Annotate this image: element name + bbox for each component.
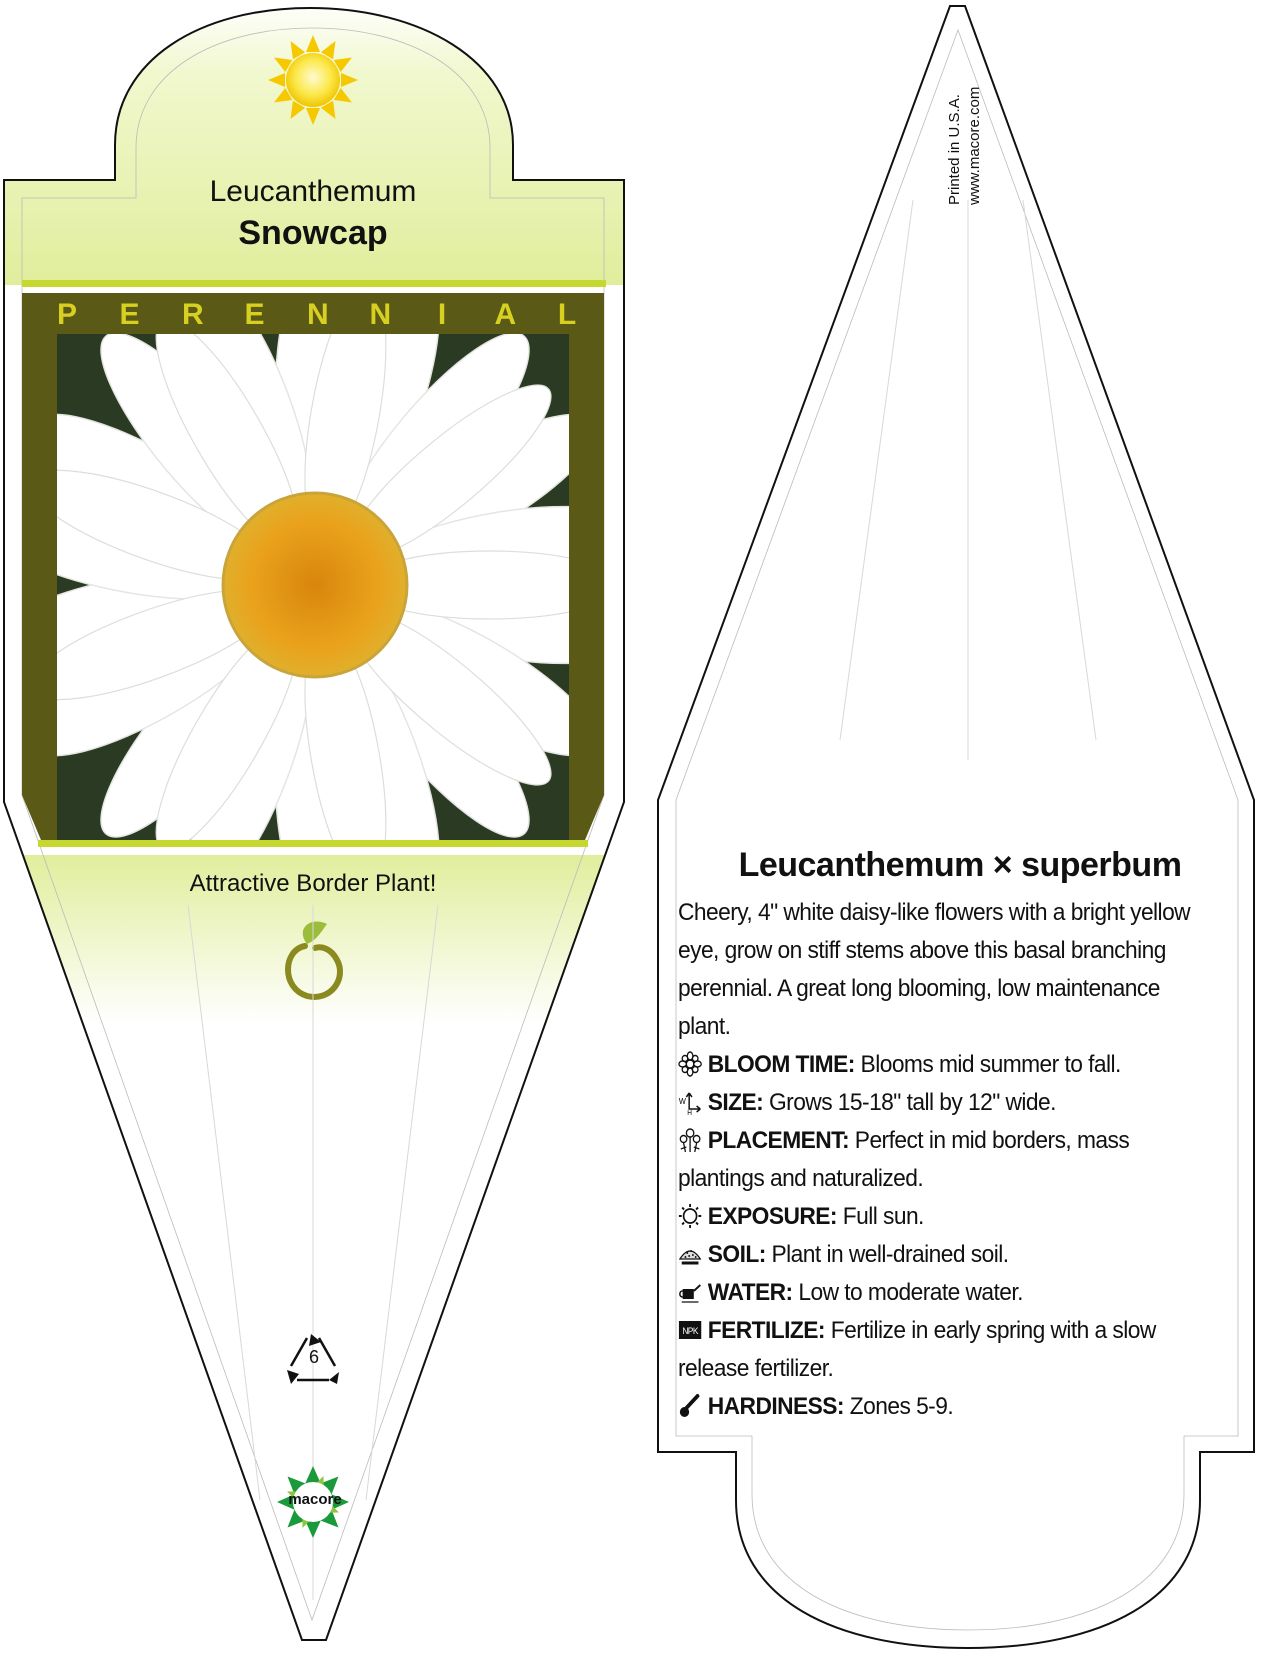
attribute-water: WATER: Low to moderate water.: [678, 1274, 1208, 1312]
plant-category: [57, 298, 577, 332]
tagline: Attractive Border Plant!: [189, 870, 437, 897]
attribute-hardiness: HARDINESS: Zones 5-9.: [678, 1388, 1208, 1426]
attribute-soil: SOIL: Plant in well-drained soil.: [678, 1236, 1208, 1274]
attribute-exposure: EXPOSURE: Full sun.: [678, 1198, 1208, 1236]
attribute-bloom-time: BLOOM TIME: Blooms mid summer to fall.: [678, 1046, 1208, 1084]
attribute-placement: PLACEMENT: Perfect in mid borders, mass plantings and naturalized.: [678, 1127, 1130, 1192]
sun-icon: [678, 1203, 702, 1229]
category-letter: P: [57, 298, 78, 331]
watering-can-icon: [678, 1279, 702, 1305]
cultivar-title: Snowcap: [238, 214, 388, 252]
npk-icon: [678, 1317, 702, 1343]
placement-icon: [678, 1127, 702, 1153]
botanical-name: Leucanthemum × superbum: [738, 846, 1182, 884]
svg-text:H: H: [687, 1109, 692, 1115]
description-text: Cheery, 4" white daisy-like flowers with a bright yellow eye, grow on stiff stems above this basal branching perennial. A great long blooming, low maintenance plant.: [678, 899, 1191, 1040]
category-letter: E: [244, 298, 265, 331]
website: www.macore.com: [966, 86, 983, 205]
flower-icon: [678, 1051, 702, 1077]
category-letter: L: [557, 298, 577, 331]
category-letter: R: [182, 298, 204, 331]
attribute-fertilize: NPK FERTILIZE: Fertilize in early spring with a slow release fertilizer.: [678, 1317, 1156, 1382]
category-letter: I: [437, 298, 447, 331]
daisy-photo: [0, 260, 642, 910]
plant-description-block: [678, 894, 1208, 1426]
category-letter: A: [494, 298, 517, 331]
thermometer-icon: [678, 1393, 702, 1419]
category-letter: N: [307, 298, 329, 331]
category-letter: E: [119, 298, 140, 331]
recycle-code: 6: [308, 1347, 319, 1367]
genus-title: Leucanthemum: [209, 175, 417, 208]
size-icon: [678, 1089, 702, 1115]
attribute-size: W H SIZE: Grows 15-18" tall by 12" wide.: [678, 1089, 1056, 1116]
svg-text:NPK: NPK: [682, 1325, 698, 1337]
printed-in: Printed in U.S.A.: [946, 94, 963, 205]
brand-name: macore: [288, 1491, 342, 1508]
svg-text:W: W: [678, 1096, 686, 1107]
soil-icon: [678, 1241, 702, 1267]
category-letter: N: [369, 298, 392, 331]
